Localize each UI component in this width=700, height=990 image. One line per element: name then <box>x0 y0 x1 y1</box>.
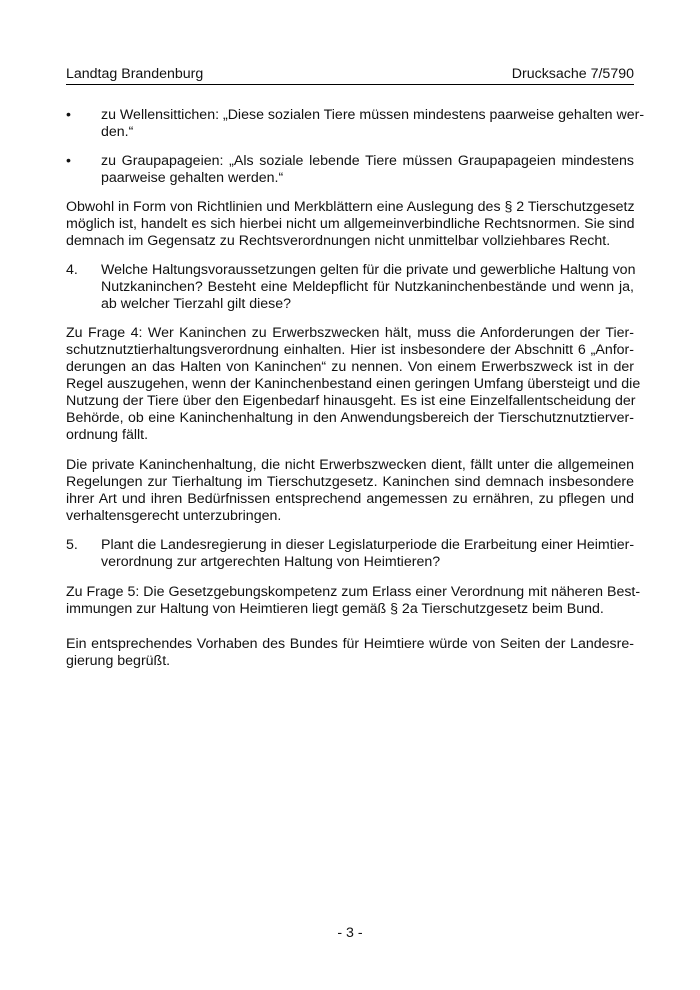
question-number: 5. <box>66 537 78 553</box>
paragraph-line: Regelungen zur Tierhaltung im Tierschutzgesetz. Kaninchen sind demnach insbesondere <box>66 474 634 490</box>
answer-line: Nutzung der Tiere über den Eigenbedarf hinausgeht. Es ist eine Einzelfallentscheidung der <box>66 393 636 409</box>
paragraph-line: demnach im Gegensatz zu Rechtsverordnungen nicht unmittelbar vollziehbares Recht. <box>66 233 611 249</box>
question-line: Welche Haltungsvoraussetzungen gelten für die private und gewerbliche Haltung von <box>101 262 636 278</box>
header-parliament: Landtag Brandenburg <box>66 66 204 82</box>
paragraph-line: möglich ist, handelt es sich hierbei nicht um allgemeinverbindliche Rechtsnormen. Sie sind <box>66 216 635 232</box>
answer-line: Behörde, ob eine Kaninchenhaltung in den Anwendungsbereich der Tierschutznutztierver- <box>66 410 634 426</box>
question-line: Nutzkaninchen? Besteht eine Meldepflicht für Nutzkaninchenbestände und wenn ja, <box>101 279 634 295</box>
paragraph-line: Die private Kaninchenhaltung, die nicht Erwerbszwecken dient, fällt unter die allgemeinen <box>66 457 634 473</box>
page-header <box>66 66 634 85</box>
bullet-marker: • <box>66 153 71 169</box>
question-line: Plant die Landesregierung in dieser Legislaturperiode die Erarbeitung einer Heimtier- <box>101 537 635 553</box>
answer-line: Zu Frage 4: Wer Kaninchen zu Erwerbszwecken hält, muss die Anforderungen der Tier- <box>66 325 634 341</box>
bullet-1-line-1: zu Wellensittichen: „Diese sozialen Tiere müssen mindestens paarweise gehalten wer- <box>101 107 645 123</box>
paragraph-line: Obwohl in Form von Richtlinien und Merkblättern eine Auslegung des § 2 Tierschutzgesetz <box>66 199 635 215</box>
bullet-2-line-1: zu Graupapageien: „Als soziale lebende Tiere müssen Graupapageien mindestens <box>101 153 634 169</box>
bullet-marker: • <box>66 107 71 123</box>
bullet-2-line-2: paarweise gehalten werden.“ <box>101 170 284 186</box>
paragraph-line: ihrer Art und ihren Bedürfnissen entsprechend angemessen zu ernähren, zu pflegen und <box>66 491 634 507</box>
answer-line: derungen an das Halten von Kaninchen“ zu nennen. Von einem Erwerbszweck ist in der <box>66 359 634 375</box>
paragraph-line: verhaltensgerecht unterzubringen. <box>66 508 282 524</box>
bullet-1-line-2: den.“ <box>101 124 134 140</box>
page-number: - 3 - <box>337 925 363 941</box>
answer-line: Zu Frage 5: Die Gesetzgebungskompetenz zum Erlass einer Verordnung mit näheren Best- <box>66 584 641 600</box>
answer-line: schutznutztierhaltungsverordnung einhalten. Hier ist insbesondere der Abschnitt 6 „Anfor- <box>66 342 634 358</box>
header-document-number: Drucksache 7/5790 <box>511 66 634 82</box>
paragraph-line: gierung begrüßt. <box>66 653 171 669</box>
paragraph-line: Ein entsprechendes Vorhaben des Bundes für Heimtiere würde von Seiten der Landesre- <box>66 636 634 652</box>
question-number: 4. <box>66 262 78 278</box>
question-line: verordnung zur artgerechten Haltung von Heimtieren? <box>101 554 441 570</box>
answer-line: ordnung fällt. <box>66 427 149 443</box>
answer-line: immungen zur Haltung von Heimtieren liegt gemäß § 2a Tierschutzgesetz beim Bund. <box>66 601 604 617</box>
answer-line: Regel auszugehen, wenn der Kaninchenbestand einen geringen Umfang übersteigt und die <box>66 376 641 392</box>
question-line: ab welcher Tierzahl gilt diese? <box>101 296 292 312</box>
